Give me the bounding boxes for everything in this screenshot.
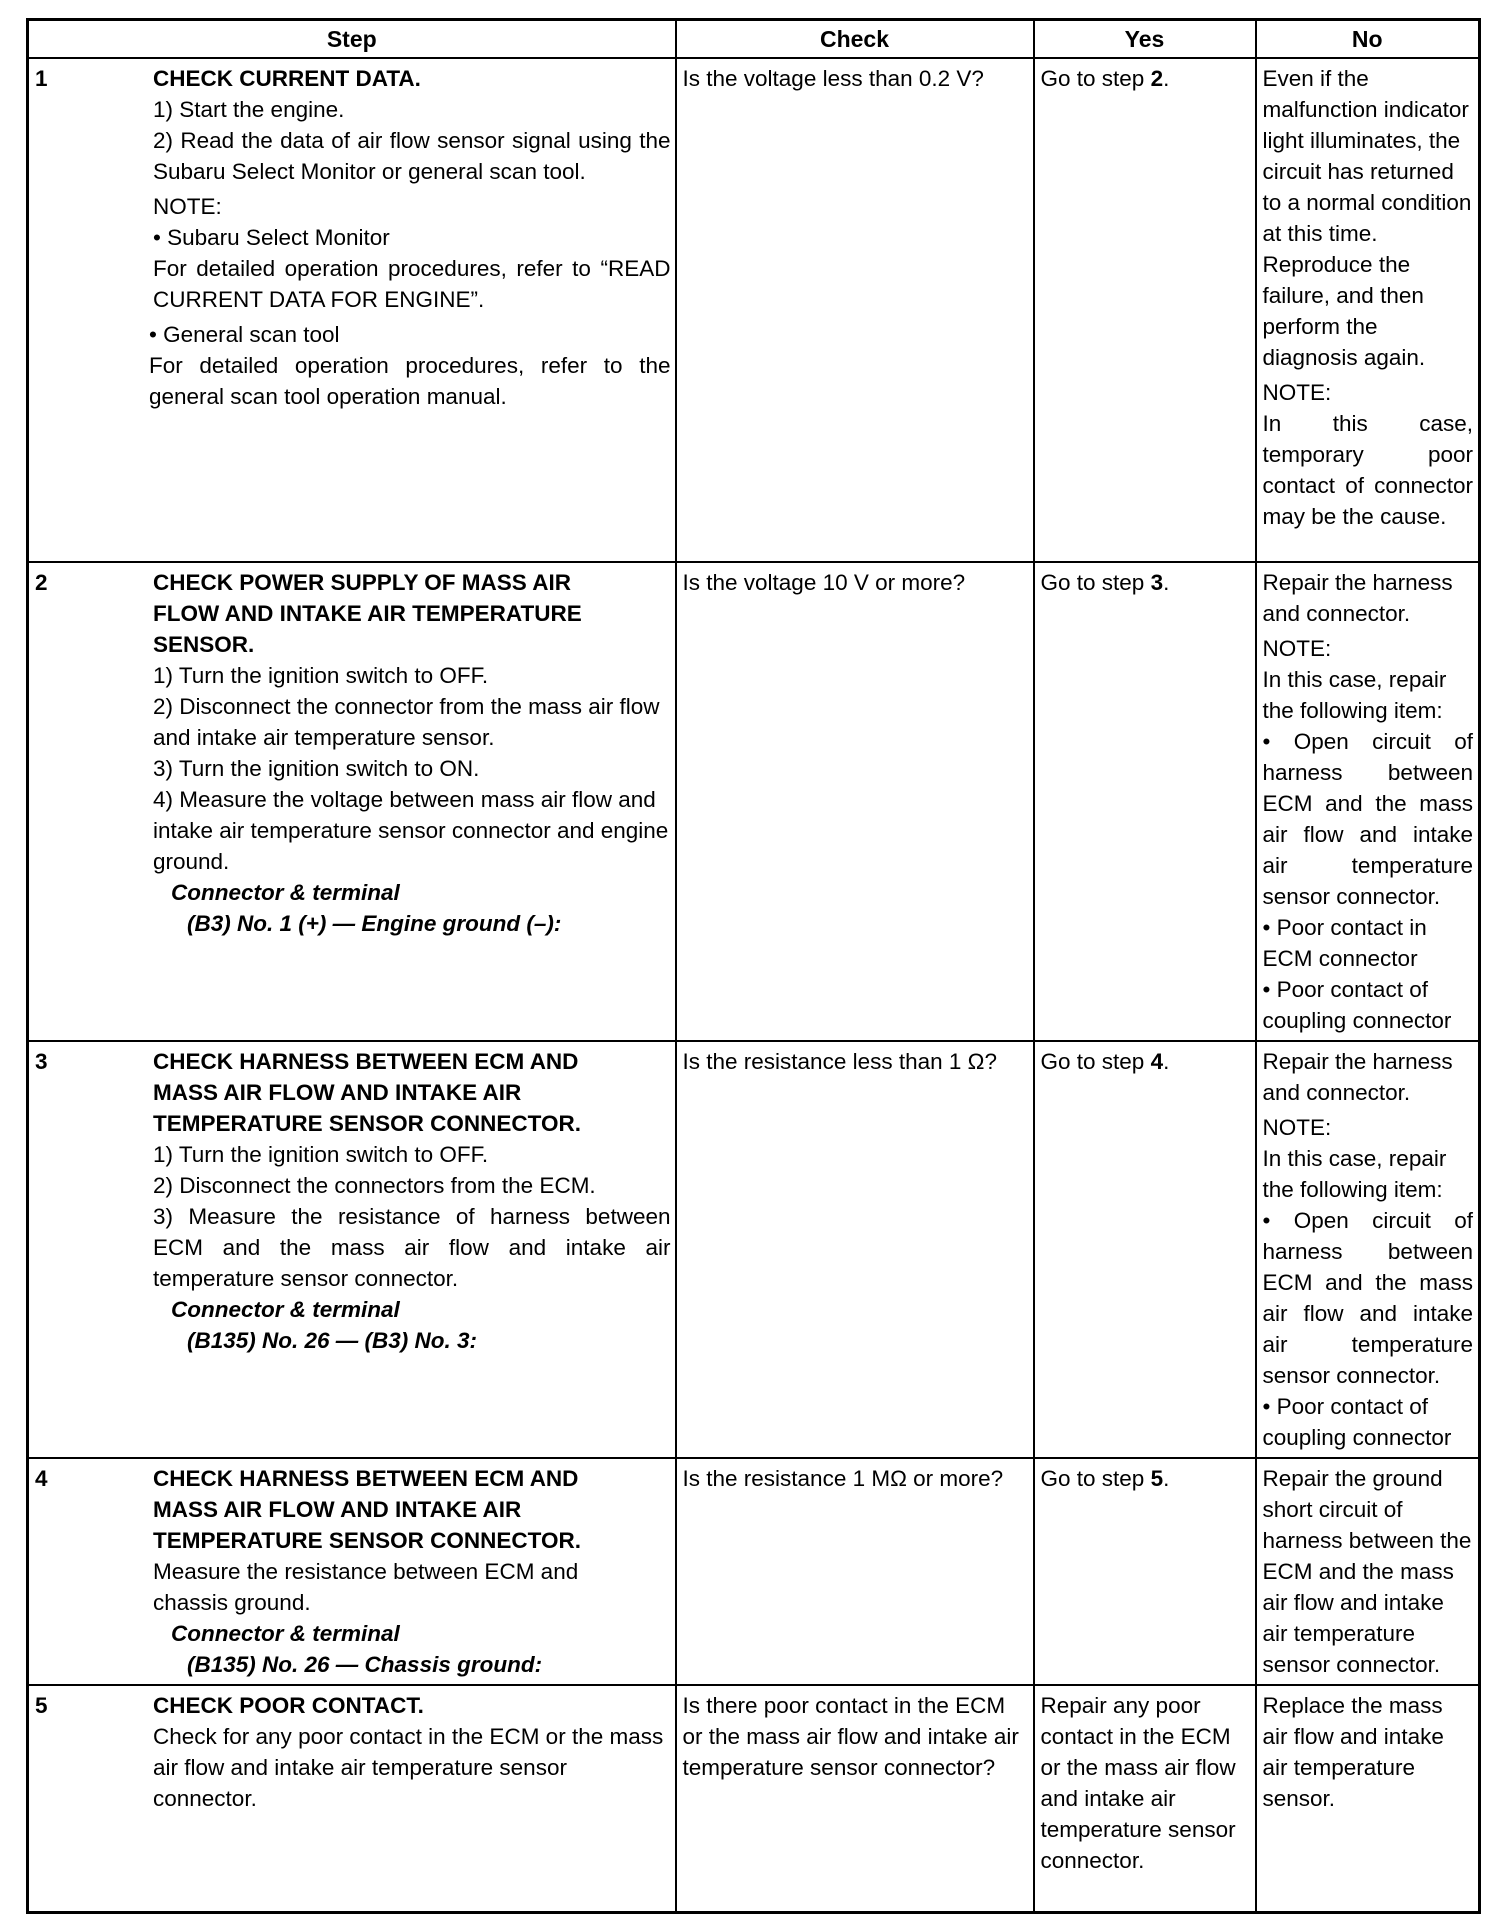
header-step: Step: [28, 20, 676, 59]
check-cell: [676, 58, 1034, 562]
step-number: 5: [35, 1693, 48, 1718]
step-number: 4: [35, 1466, 48, 1491]
step-cell: [28, 1685, 676, 1913]
no-note-label: NOTE:: [1262, 1115, 1332, 1140]
yes-step-number: 2: [1150, 66, 1164, 91]
check-text: Is the voltage 10 V or more?: [682, 570, 966, 595]
yes-text: Go to step: [1040, 1466, 1151, 1491]
header-row: [28, 20, 1480, 59]
connector-terminal-value: (B3) No. 1 (+) — Engine ground (–):: [187, 911, 562, 936]
no-note-text: In this case, repair the following item:: [1262, 667, 1447, 723]
no-cell: [1256, 58, 1480, 562]
no-text: Repair the ground short circuit of harness between the ECM and the mass air flow and intake air temperature sensor connector.: [1262, 1466, 1472, 1677]
note-text: For detailed operation procedures, refer to the general scan tool operation manual.: [149, 353, 671, 409]
no-bullet: • Poor contact in ECM connector: [1262, 915, 1427, 971]
step-item: 1) Start the engine.: [153, 97, 345, 122]
no-text: Even if the malfunction indicator light illuminates, the circuit has returned to a normal condition at this time. Reproduce the failure, and then perform the diagnosis again.: [1262, 66, 1472, 370]
yes-text: .: [1163, 1049, 1170, 1074]
no-cell: [1256, 1041, 1480, 1458]
step-item: 2) Disconnect the connector from the mass air flow and intake air temperature sensor.: [153, 694, 660, 750]
table-row: [28, 1041, 1480, 1458]
connector-terminal-value: (B135) No. 26 — (B3) No. 3:: [187, 1328, 478, 1353]
table-row: [28, 1458, 1480, 1685]
step-item: 1) Turn the ignition switch to OFF.: [153, 1142, 489, 1167]
check-cell: [676, 1041, 1034, 1458]
no-note-label: NOTE:: [1262, 636, 1332, 661]
note-bullet: • General scan tool: [149, 322, 340, 347]
yes-text: .: [1163, 66, 1170, 91]
step-cell: [28, 1041, 676, 1458]
check-cell: [676, 562, 1034, 1041]
step-item: 2) Read the data of air flow sensor signal using the Subaru Select Monitor or general scan tool.: [153, 128, 671, 184]
no-note-label: NOTE:: [1262, 380, 1332, 405]
check-cell: [676, 1685, 1034, 1913]
step-title: CHECK HARNESS BETWEEN ECM AND MASS AIR FLOW AND INTAKE AIR TEMPERATURE SENSOR CONNECTOR.: [153, 1466, 581, 1553]
yes-cell: [1034, 1041, 1256, 1458]
step-item: 3) Measure the resistance of harness between ECM and the mass air flow and intake air temperature sensor connector.: [153, 1204, 671, 1291]
step-text: Check for any poor contact in the ECM or the mass air flow and intake air temperature sensor connector.: [153, 1724, 664, 1811]
yes-step-number: 5: [1150, 1466, 1164, 1491]
connector-terminal-label: Connector & terminal: [171, 880, 400, 905]
step-text: Measure the resistance between ECM and chassis ground.: [153, 1559, 579, 1615]
table-row: [28, 562, 1480, 1041]
step-cell: [28, 562, 676, 1041]
connector-terminal-label: Connector & terminal: [171, 1621, 400, 1646]
table-row: [28, 58, 1480, 562]
no-cell: [1256, 1458, 1480, 1685]
step-item: 4) Measure the voltage between mass air flow and intake air temperature sensor connector and engine ground.: [153, 787, 669, 874]
yes-text: Go to step: [1040, 570, 1151, 595]
note-bullet: • Subaru Select Monitor: [153, 225, 390, 250]
step-item: 3) Turn the ignition switch to ON.: [153, 756, 480, 781]
no-note-text: In this case, repair the following item:: [1262, 1146, 1447, 1202]
note-label: NOTE:: [153, 194, 222, 219]
header-no: No: [1256, 20, 1480, 59]
yes-cell: [1034, 1685, 1256, 1913]
check-cell: [676, 1458, 1034, 1685]
step-title: CHECK CURRENT DATA.: [153, 66, 421, 91]
check-text: Is the resistance 1 MΩ or more?: [682, 1466, 1004, 1491]
no-cell: [1256, 1685, 1480, 1913]
no-text: Replace the mass air flow and intake air temperature sensor.: [1262, 1693, 1444, 1811]
yes-cell: [1034, 1458, 1256, 1685]
check-text: Is the resistance less than 1 Ω?: [682, 1049, 997, 1074]
step-number: 1: [35, 66, 48, 91]
diagnostic-table: [26, 18, 1481, 1914]
no-bullet: • Open circuit of harness between ECM and the mass air flow and intake air temperature sensor connector.: [1262, 1208, 1473, 1388]
connector-terminal-value: (B135) No. 26 — Chassis ground:: [187, 1652, 543, 1677]
connector-terminal-label: Connector & terminal: [171, 1297, 400, 1322]
no-bullet: • Open circuit of harness between ECM and the mass air flow and intake air temperature sensor connector.: [1262, 729, 1473, 909]
header-check: Check: [676, 20, 1034, 59]
note-text: For detailed operation procedures, refer to “READ CURRENT DATA FOR ENGINE”.: [153, 256, 671, 312]
yes-cell: [1034, 58, 1256, 562]
check-text: Is the voltage less than 0.2 V?: [682, 66, 984, 91]
step-cell: [28, 1458, 676, 1685]
yes-text: .: [1163, 570, 1170, 595]
no-text: Repair the harness and connector.: [1262, 1049, 1453, 1105]
no-cell: [1256, 562, 1480, 1041]
step-cell: [28, 58, 676, 562]
table-row: [28, 1685, 1480, 1913]
check-text: Is there poor contact in the ECM or the mass air flow and intake air temperature sensor connector?: [682, 1693, 1019, 1780]
step-title: CHECK POOR CONTACT.: [153, 1693, 424, 1718]
step-number: 3: [35, 1049, 48, 1074]
no-bullet: • Poor contact of coupling connector: [1262, 1394, 1452, 1450]
no-bullet: • Poor contact of coupling connector: [1262, 977, 1452, 1033]
header-yes: Yes: [1034, 20, 1256, 59]
yes-step-number: 3: [1150, 570, 1164, 595]
yes-text: .: [1163, 1466, 1170, 1491]
step-item: 1) Turn the ignition switch to OFF.: [153, 663, 489, 688]
step-title: CHECK POWER SUPPLY OF MASS AIR FLOW AND INTAKE AIR TEMPERATURE SENSOR.: [153, 570, 582, 657]
step-item: 2) Disconnect the connectors from the ECM.: [153, 1173, 596, 1198]
yes-step-number: 4: [1150, 1049, 1164, 1074]
yes-text: Repair any poor contact in the ECM or the mass air flow and intake air temperature sensor connector.: [1040, 1693, 1236, 1873]
step-title: CHECK HARNESS BETWEEN ECM AND MASS AIR FLOW AND INTAKE AIR TEMPERATURE SENSOR CONNECTOR.: [153, 1049, 581, 1136]
no-note-text: In this case, temporary poor contact of connector may be the cause.: [1262, 411, 1473, 529]
step-number: 2: [35, 570, 48, 595]
yes-cell: [1034, 562, 1256, 1041]
yes-text: Go to step: [1040, 1049, 1151, 1074]
no-text: Repair the harness and connector.: [1262, 570, 1453, 626]
yes-text: Go to step: [1040, 66, 1151, 91]
